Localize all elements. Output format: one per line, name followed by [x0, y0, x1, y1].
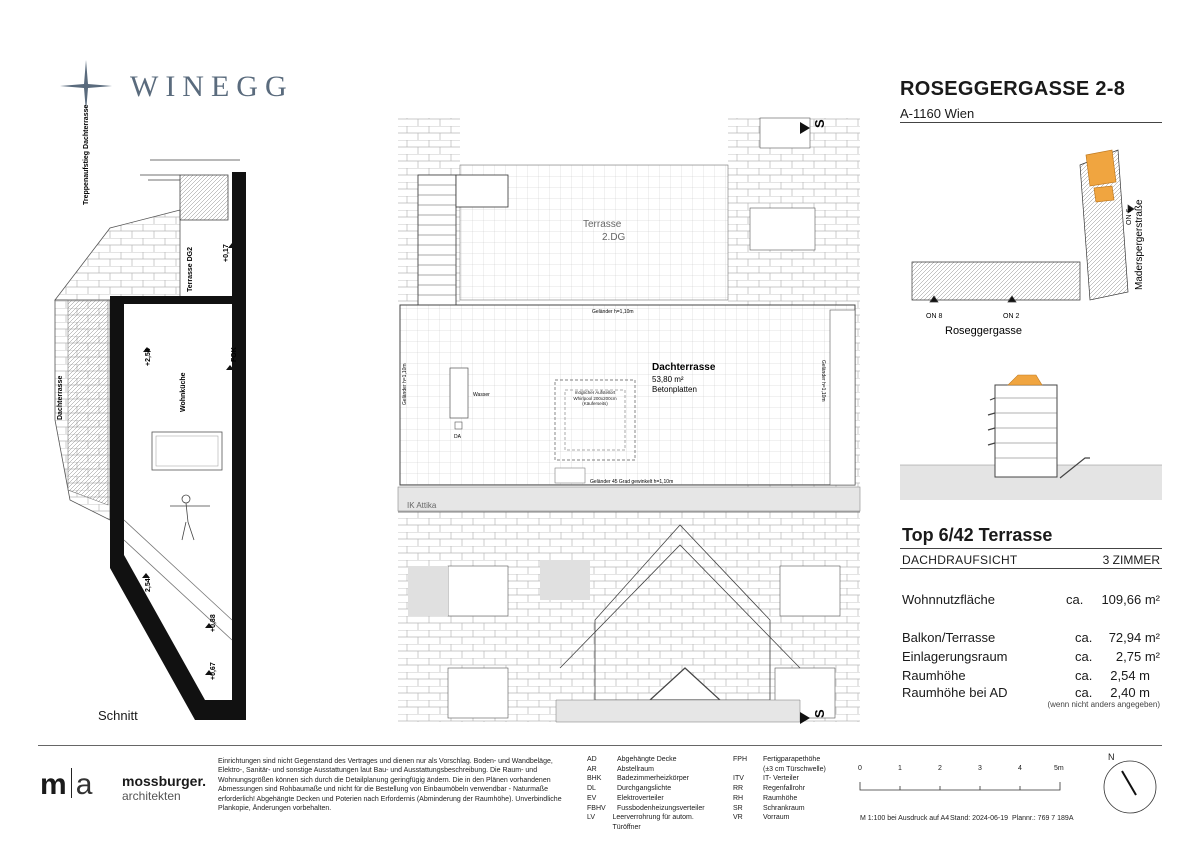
brand-logo: WINEGG: [130, 70, 294, 103]
spec-row-raumhoehe: [902, 668, 1160, 686]
spec-ca: ca.: [1075, 668, 1093, 683]
logo-a: a: [75, 768, 93, 801]
spec-ca: ca.: [1066, 592, 1084, 607]
scale-tick-3: 3: [978, 765, 982, 772]
scale-tick-4: 4: [1018, 765, 1022, 772]
site-street-right: Maderspergerstraße: [1134, 199, 1145, 290]
roof-plan: [398, 118, 860, 724]
spec-ca: ca.: [1075, 685, 1093, 700]
plan-rail-right: Geländer h=1,10m: [820, 360, 826, 402]
spec-ca: ca.: [1075, 630, 1093, 645]
project-city: A-1160 Wien: [900, 106, 975, 121]
level-254b: 2,54: [145, 578, 152, 592]
level-254: +2,54: [145, 348, 152, 366]
plan-rail-left: Geländer h=1,10m: [402, 363, 408, 405]
scale-tick-1: 1: [898, 765, 902, 772]
section-label-dachterrasse: Dachterrasse: [57, 375, 64, 420]
level-017: +0,17: [223, 244, 230, 262]
plan-rail-top: Geländer h=1,10m: [592, 309, 634, 315]
north-arrow-icon: [1100, 755, 1160, 815]
scale-bar: [855, 776, 1070, 792]
north-label: N: [1108, 752, 1115, 762]
site-street-bottom: Roseggergasse: [945, 325, 1023, 337]
unit-rooms: 3 ZIMMER: [1102, 553, 1160, 567]
footer-divider: [38, 745, 1162, 746]
site-on8: ON 8: [926, 313, 943, 320]
scale-tick-2: 2: [938, 765, 942, 772]
plan-roof-terrace: Dachterrasse: [652, 362, 716, 373]
spec-label: Einlagerungsraum: [902, 649, 1008, 664]
project-title: ROSEGGERGASSE 2-8: [900, 78, 1126, 100]
spec-row-einlagerung: [902, 649, 1160, 667]
unit-title: Top 6/42 Terrasse: [902, 525, 1053, 545]
spec-value: 2,40 m: [1110, 685, 1150, 700]
spec-label: Raumhöhe bei AD: [902, 685, 1008, 700]
unit-view: DACHDRAUFSICHT: [902, 553, 1018, 567]
plan-number: Plannr.: 769 7 189A: [1012, 815, 1074, 822]
spec-label: Wohnnutzfläche: [902, 592, 995, 607]
disclaimer: Einrichtungen sind nicht Gegenstand des Vertrages und dienen nur als Vorschlag. Boden- und Wandbeläge, Elektro-, Sanitär- und sonstige Ausstattungen laut Bau- und Ausstattungsbeschreibung. Die Raum- und Wohnungsgrößen können sich durch die Detailplanung geringfügig ändern. Die in den Plänen vorhandenen Abmessungen sind Rohbaumaße und nicht für die Bestellung von Einbaumöbeln verwendbar - Naturmaße erforderlich! Abgehängte Decken und Poterien nach Erfordernis (Abminderung der Raumhöhe). Unverbindliche Plankopie, Änderungen vorbehalten.: [218, 758, 562, 813]
site-map: [912, 150, 1134, 302]
unit-divider-2: [900, 568, 1162, 569]
level-fok: FOK: [231, 347, 238, 362]
level-067: +0,67: [210, 662, 217, 680]
spec-note: (wenn nicht anders angegeben): [1047, 700, 1160, 709]
spec-value: 72,94 m²: [1108, 630, 1160, 645]
plan-terrace-2dg-sub: 2.DG: [602, 232, 626, 243]
spec-label: Balkon/Terrasse: [902, 630, 996, 645]
spec-row-wohnnutzflaeche: [902, 592, 1160, 610]
section-label-terrasse-dg2: Terrasse DG2: [187, 246, 194, 292]
plan-da: DA: [454, 434, 461, 440]
plan-ik-attika: IK Attika: [407, 501, 437, 510]
spec-ca: ca.: [1075, 649, 1093, 664]
building-section-mini: [900, 375, 1162, 500]
plan-rail-bottom: Geländer 45 Grad gewinkelt h=1,10m: [590, 479, 674, 485]
scale-note: M 1:100 bei Ausdruck auf A4: [860, 815, 950, 822]
architect-logo: [40, 768, 92, 802]
section-label-treppe: Treppenaufstieg Dachterrasse: [83, 104, 90, 205]
section-drawing: [55, 160, 246, 720]
plan-area: 53,80 m²: [652, 375, 684, 384]
plan-terrace-2dg: Terrasse: [583, 219, 622, 230]
plan-whirlpool: möglicher Aufstellort Whirlpool 200x200cm (Käuferseits): [573, 390, 617, 406]
plan-water: Wasser: [473, 392, 490, 398]
section-marker-bottom: S: [812, 709, 827, 718]
spec-value: 2,54 m: [1110, 668, 1150, 683]
plan-material: Betonplatten: [652, 385, 697, 394]
abbreviations-2: FPH Fertigparapethöhe (±3 cm Türschwelle) ITV IT- Verteiler RR Regenfallrohr RH Raumhöhe SR Schrankraum VR Vorraum: [733, 756, 826, 822]
level-088: +0,88: [210, 614, 217, 632]
spec-label: Raumhöhe: [902, 668, 966, 683]
logo-m: m: [40, 768, 67, 801]
site-on6: ON 6: [1126, 208, 1133, 225]
site-on2: ON 2: [1003, 313, 1020, 320]
architect-name: mossburger.: [122, 773, 207, 789]
spec-value: 109,66 m²: [1101, 592, 1160, 607]
spec-row-balkon: [902, 630, 1160, 648]
abbreviations-1: AD Abgehängte Decke AR Abstellraum BHK Badezimmerheizkörper DL Durchgangslichte EV Elektroverteiler FBHV Fussbodenheizungsverteiler LV Leerverrohrung für autom. Türöffner: [587, 756, 705, 831]
scale-tick-0: 0: [858, 765, 862, 772]
section-label-wohnkueche: Wohnküche: [180, 372, 187, 412]
stand-date: Stand: 2024-06-19: [950, 815, 1008, 822]
unit-divider: [900, 548, 1162, 549]
spec-value: 2,75 m²: [1115, 649, 1160, 664]
scale-tick-5: 5m: [1054, 765, 1064, 772]
architect-sub: architekten: [122, 789, 181, 803]
section-title: Schnitt: [98, 708, 138, 723]
section-marker-top: S: [812, 119, 827, 128]
